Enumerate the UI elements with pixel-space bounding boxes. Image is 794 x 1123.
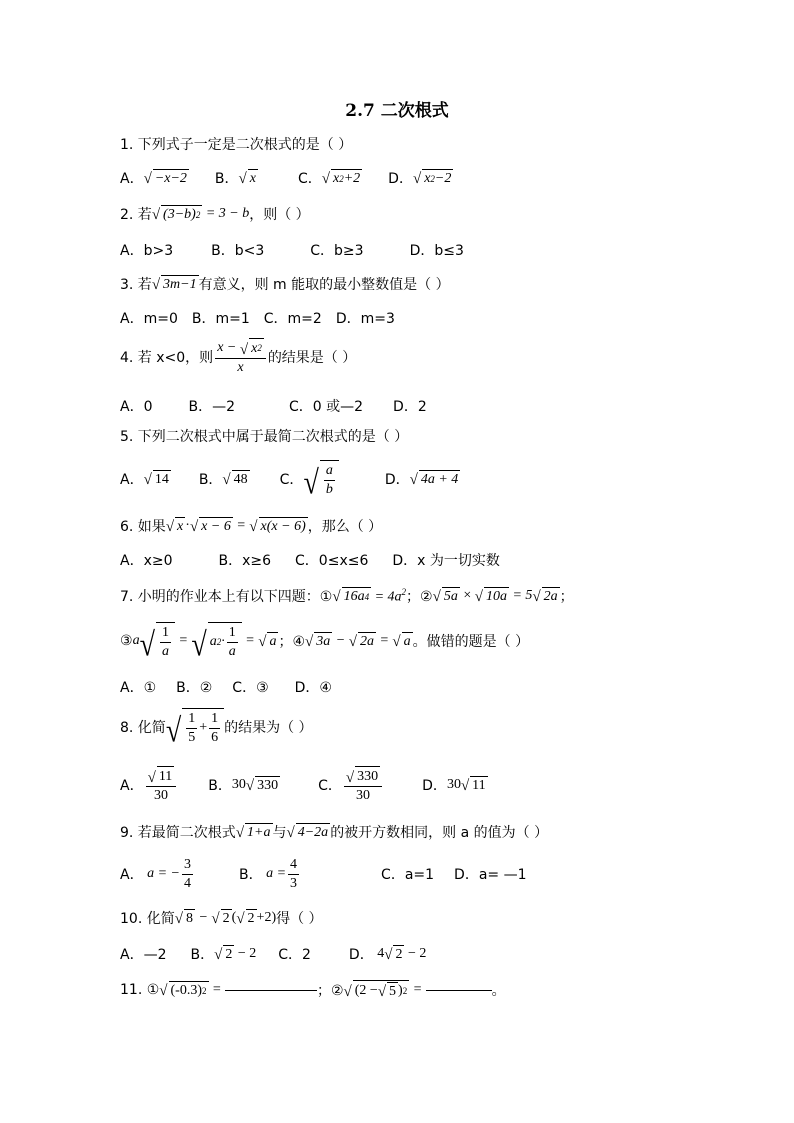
question-5-options: A． √ 14 B． √ 48 C． √ $\frac{a}{b}$ D． √ 4a + 4 [120, 460, 460, 498]
sqrt-expression: √ −x−2 [143, 171, 187, 187]
question-3-options: A．m=0 B．m=1 C．m=2 D．m=3 [120, 311, 395, 327]
sqrt-expression: √ (3−b) 2 [151, 207, 201, 223]
question-6: 6. 如果 √ x · √ x − 6 = √ x(x − 6) ，那么（ ） [120, 518, 383, 535]
question-7-line-2: ③ a √ $\frac{1}{a}$ = √ a 2 · $\frac{1}{a}$ = √ a ；④ √ 3a − √ 2a = √ a 。做错的题是（ ） [120, 622, 529, 660]
sqrt-expression: √ x 2 +2 [321, 171, 361, 187]
question-2: 2. 若 √ (3−b) 2 = 3 − b ，则（ ） [120, 206, 310, 223]
question-6-options: A．x≥0 B．x≥6 C．0≤x≤6 D．x 为一切实数 [120, 553, 500, 569]
question-10-options: A．—2 B． √ 2 − 2 C．2 D． 4 √ 2 − 2 [120, 946, 427, 963]
question-1-options: A． √ −x−2 B． √ x C． √ x 2 +2 D． √ x 2 −2 [120, 171, 452, 187]
answer-blank-2[interactable] [426, 990, 492, 991]
sqrt-expression: √ x 2 −2 [412, 171, 452, 187]
sqrt-expression: √ x [238, 171, 256, 187]
question-9: 9. 若最简二次根式 √ 1+a 与 √ 4−2a 的被开方数相同，则 a 的值为（ ） [120, 825, 549, 841]
question-8-options: A． √ 11 30 B． 30 √ 330 C． √ 330 30 D． 30 √ 11 [120, 766, 488, 804]
question-4-options: A．0 B．—2 C．0 或—2 D．2 [120, 399, 427, 415]
question-5: 5. 下列二次根式中属于最简二次根式的是（ ） [120, 429, 409, 445]
question-3: 3. 若 √ 3m−1 有意义，则 m 能取的最小整数值是（ ） [120, 277, 450, 293]
page-title: 2.7 二次根式 [345, 101, 449, 121]
question-7: 7. 小明的作业本上有以下四题：① √ 16a 4 = $4a^2$ ；② √ 5a × √ 10a = 5 √ 2a ； [120, 586, 574, 605]
question-8: 8. 化简 √ $\frac{1}{5}$ + $\frac{1}{6}$ 的结果为（ ） [120, 708, 313, 746]
question-1: 1. 下列式子一定是二次根式的是（ ） [120, 137, 353, 153]
question-9-options: A． a = − $\frac{3}{4}$ B． a = $\frac{4}{3}$ C．a=1 D．a= —1 [120, 857, 527, 891]
question-11: 11. ① √ (-0.3) 2 = ；② √ (2 − √ 5 ) 2 = 。 [120, 982, 506, 1000]
question-4: 4. 若 x<0，则 x − √ x 2 x 的结果是（ ） [120, 339, 357, 375]
fraction: x − √ x 2 x [215, 338, 266, 376]
question-2-options: A．b>3 B．b<3 C．b≥3 D．b≤3 [120, 243, 464, 259]
question-7-options: A．① B．② C．③ D．④ [120, 680, 332, 696]
question-10: 10. 化简 √ 8 − √ 2 ( √ 2 +2) 得（ ） [120, 910, 323, 927]
sqrt-expression: √ 3m−1 [151, 277, 197, 293]
answer-blank-1[interactable] [225, 990, 317, 991]
